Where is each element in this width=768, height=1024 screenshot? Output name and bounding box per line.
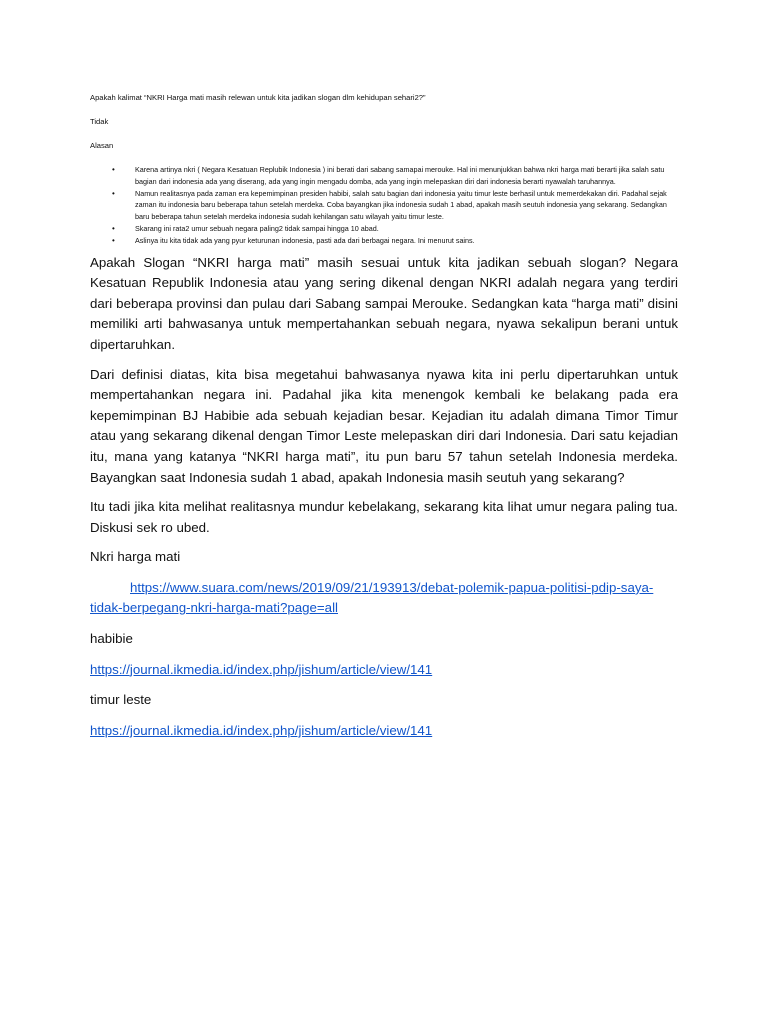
list-item-text: Karena artinya nkri ( Negara Kesatuan Replubik Indonesia ) ini berati dari sabang samapai merouke. Hal ini menunjukkan bahwa nkri harga mati berarti jika salah satu bagian dari indonesia ada yang diserang, ada yang ingin mengadu domba, ada yang ingin melepaskan diri dari indonesia berarti nyawalah taruhannya. — [135, 165, 665, 186]
reason-list — [90, 164, 678, 247]
bullet-icon: • — [112, 188, 115, 198]
paragraph: Dari definisi diatas, kita bisa megetahui bahwasanya nyawa kita ini perlu dipertaruhkan untuk mempertahankan negara ini. Padahal jika kita menengok kembali ke belakang pada era kepemimpinan BJ Habibie ada sebuah kejadian besar. Kejadian itu adalah dimana Timor Timur atau yang sekarang dikenal dengan Timor Leste melepaskan diri dari Indonesia. Dari satu kejadian itu, mana yang katanya “NKRI harga mati”, itu pun baru 57 tahun setelah Indonesia merdeka. Bayangkan saat Indonesia sudah 1 abad, apakah Indonesia masih seutuh yang sekarang? — [90, 366, 678, 485]
list-item — [90, 223, 678, 235]
list-item-text: Aslinya itu kita tidak ada yang pyur keturunan indonesia, pasti ada dari berbagai negara. Ini menurut sains. — [135, 235, 475, 245]
reference-label: Nkri harga mati — [90, 549, 181, 565]
reason-label: Alasan — [90, 141, 114, 150]
list-item-text: Skarang ini rata2 umur sebuah negara paling2 tidak sampai hingga 10 abad. — [135, 223, 379, 233]
bullet-icon: • — [112, 235, 115, 245]
reference-link[interactable]: https://journal.ikmedia.id/index.php/jishum/article/view/141 — [90, 661, 433, 677]
paragraph: Itu tadi jika kita melihat realitasnya mundur kebelakang, sekarang kita lihat umur negara paling tua. Diskusi sek ro ubed. — [90, 499, 678, 535]
reference-link-container — [90, 660, 678, 681]
reference-label: habibie — [90, 631, 133, 647]
question-text: Apakah kalimat “NKRI Harga mati masih relewan untuk kita jadikan slogan dlm kehidupan sehari2?” — [90, 93, 426, 102]
bullet-icon: • — [112, 223, 115, 233]
list-item — [90, 164, 678, 188]
reference-link-container — [90, 721, 678, 742]
list-item — [90, 235, 678, 247]
reference-link-container — [90, 578, 678, 619]
reference-link[interactable]: https://www.suara.com/news/2019/09/21/193913/debat-polemik-papua-politisi-pdip-saya-tidak-berpegang-nkri-harga-mati?page=all — [90, 579, 654, 616]
bullet-icon: • — [112, 165, 115, 174]
paragraph: Apakah Slogan “NKRI harga mati” masih sesuai untuk kita jadikan sebuah slogan? Negara Kesatuan Republik Indonesia atau yang sering dikenal dengan NKRI adalah negara yang terdiri dari beberapa provinsi dan pulau dari Sabang sampai Merouke. Sedangkan kata “harga mati” disini memiliki arti bahwasanya untuk mempertahankan sebuah negara, nyawa sekalipun berani untuk dipertaruhkan. — [90, 254, 678, 352]
answer-text: Tidak — [90, 117, 109, 126]
reference-link[interactable]: https://journal.ikmedia.id/index.php/jishum/article/view/141 — [90, 722, 433, 738]
document-body — [90, 92, 678, 751]
reference-label: timur leste — [90, 692, 152, 708]
list-item — [90, 188, 678, 223]
list-item-text: Namun realitasnya pada zaman era kepemimpinan presiden habibi, salah satu bagian dari indonesia yaitu timur leste berhasil untuk memerdekakan diri. Padahal sejak zaman itu indonesia baru beberapa tahun setelah merdeka. Coba bayangkan jika indonesia sudah 1 abad, apakah masih seutuh indonesia yang sekarang. Sedangkan baru beberapa tahun setelah merdeka indonesia sudah kehilangan satu wilayah yaitu timur leste. — [135, 188, 667, 222]
